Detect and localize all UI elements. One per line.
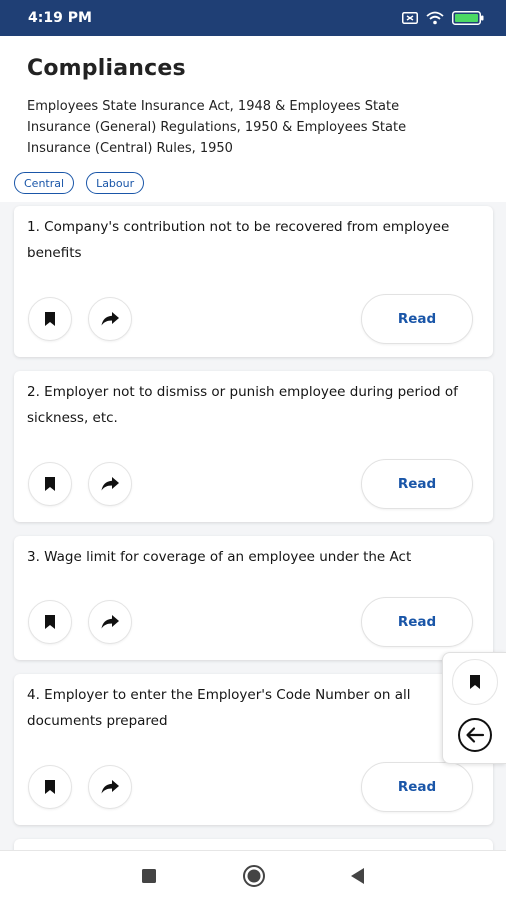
home-button[interactable] [241,863,267,889]
status-time: 4:19 PM [28,10,92,26]
share-button[interactable] [88,462,132,506]
bookmark-button[interactable] [28,765,72,809]
bookmark-button[interactable] [28,462,72,506]
bookmark-icon [44,615,56,629]
read-button[interactable]: Read [361,294,473,344]
tag-central[interactable]: Central [14,172,74,194]
header-section [0,36,506,202]
read-button[interactable]: Read [361,762,473,812]
sim-icon [402,12,418,24]
status-bar [0,0,506,36]
share-button[interactable] [88,765,132,809]
floating-back-button[interactable] [452,712,498,758]
floating-action-panel [442,652,506,764]
share-icon [101,477,119,491]
compliance-card[interactable] [14,674,493,825]
bookmark-icon [469,675,481,689]
read-button[interactable]: Read [361,597,473,647]
bookmark-button[interactable] [28,297,72,341]
status-icons [402,11,484,25]
recents-square-icon [142,869,156,883]
share-icon [101,312,119,326]
back-arrow-icon [457,717,493,753]
compliance-card[interactable] [14,536,493,660]
compliance-title: 4. Employer to enter the Employer's Code Number on all documents prepared [27,687,411,729]
tag-list [14,172,144,194]
battery-icon [452,11,484,25]
compliance-title: 2. Employer not to dismiss or punish employee during period of sickness, etc. [27,384,458,426]
compliance-title: 1. Company's contribution not to be recovered from employee benefits [27,219,450,261]
compliance-card[interactable] [14,206,493,357]
share-button[interactable] [88,297,132,341]
compliance-card[interactable] [14,371,493,522]
compliance-title: 3. Wage limit for coverage of an employee under the Act [27,549,412,565]
share-button[interactable] [88,600,132,644]
back-button[interactable] [345,863,371,889]
read-button[interactable]: Read [361,459,473,509]
bookmark-icon [44,477,56,491]
wifi-icon [426,11,444,25]
share-icon [101,780,119,794]
page-title: Compliances [27,56,186,81]
act-title: Employees State Insurance Act, 1948 & Employees State Insurance (General) Regulations, 1950 & Employees State Insurance (Central) Rules, 1950 [27,99,407,156]
back-triangle-icon [351,868,365,884]
floating-bookmark-button[interactable] [452,659,498,705]
home-circle-icon [242,864,266,888]
bookmark-icon [44,780,56,794]
system-nav-bar [0,850,506,900]
share-icon [101,615,119,629]
tag-labour[interactable]: Labour [86,172,144,194]
recents-button[interactable] [136,863,162,889]
bookmark-icon [44,312,56,326]
bookmark-button[interactable] [28,600,72,644]
